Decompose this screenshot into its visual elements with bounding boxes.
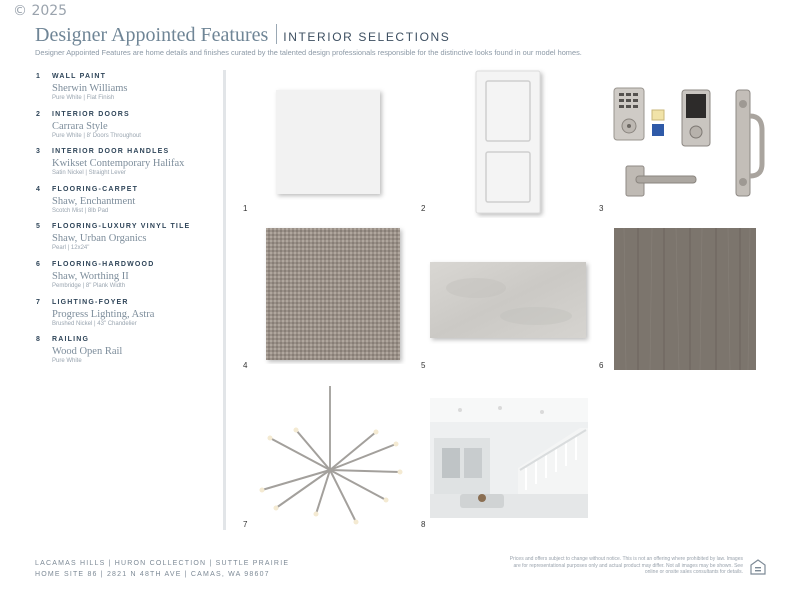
selection-item-interior-doors (36, 111, 216, 149)
item-category: WALL PAINT (52, 73, 107, 80)
item-name: Shaw, Worthing II (52, 270, 129, 282)
swatch-lvt (426, 258, 592, 344)
selection-item-wall-paint (36, 73, 216, 111)
swatch-number: 8 (421, 520, 426, 529)
item-name: Shaw, Enchantment (52, 195, 136, 207)
item-number: 4 (36, 185, 42, 193)
item-number: 8 (36, 336, 42, 344)
item-detail: Satin Nickel | Straight Lever (52, 170, 126, 177)
selection-list (36, 73, 216, 374)
selection-item-lvt (36, 223, 216, 261)
item-number: 6 (36, 260, 42, 268)
item-number: 5 (36, 223, 42, 231)
item-category: LIGHTING-FOYER (52, 298, 129, 306)
item-number: 7 (36, 298, 42, 306)
selection-item-hardwood (36, 261, 216, 299)
item-name: Sherwin Williams (52, 83, 128, 94)
item-category: INTERIOR DOOR HANDLES (52, 148, 170, 156)
item-detail: Pure White (52, 358, 82, 365)
swatch-wall-paint (270, 84, 390, 200)
swatch-number: 7 (243, 520, 248, 529)
item-detail: Brushed Nickel | 43" Chandelier (52, 320, 137, 327)
swatch-chandelier (256, 384, 406, 530)
swatch-hardwood (612, 226, 760, 374)
page-title (35, 24, 450, 47)
item-name: Progress Lighting, Astra (52, 308, 155, 320)
page-description: Designer Appointed Features are home details and finishes curated by the talented design professionals responsible for the distinctive looks found in our model homes. (35, 48, 582, 57)
item-name: Shaw, Urban Organics (52, 233, 147, 245)
equal-housing-icon (750, 559, 766, 575)
title-main: Designer Appointed Features (35, 24, 269, 46)
footer-disclaimer: Prices and offers subject to change without notice. This is not an offering where prohibited by law. Images are for representational purposes only and actual product may differ. Not all images may be shown. See online or onsite sales consultants for details. (509, 556, 743, 575)
item-number: 2 (36, 110, 42, 118)
item-category: FLOORING-LUXURY VINYL TILE (52, 223, 191, 231)
item-detail: Pembridge | 8" Plank Width (52, 282, 126, 289)
item-number: 3 (36, 148, 42, 156)
selection-item-door-handles (36, 148, 216, 186)
item-name: Wood Open Rail (52, 346, 123, 358)
swatch-number: 3 (599, 204, 604, 213)
footer-community-info (35, 558, 289, 580)
swatch-number: 2 (421, 204, 426, 213)
swatch-number: 1 (243, 204, 248, 213)
swatch-number: 4 (243, 361, 248, 370)
item-category: FLOORING-CARPET (52, 185, 139, 193)
copyright-watermark: © 2025 (13, 3, 68, 19)
swatch-railing-photo (430, 398, 588, 518)
selection-item-railing (36, 336, 216, 374)
title-subtitle: INTERIOR SELECTIONS (283, 30, 451, 44)
item-detail: Pure White | Flat Finish (52, 95, 115, 101)
item-name: Carrara Style (52, 120, 108, 132)
item-name: Kwikset Contemporary Halifax (52, 158, 185, 170)
item-category: FLOORING-HARDWOOD (52, 260, 155, 268)
selection-item-lighting (36, 299, 216, 337)
swatch-carpet (262, 224, 406, 364)
item-detail: Pearl | 12x24" (52, 245, 90, 252)
title-divider (276, 24, 277, 44)
column-divider (223, 70, 226, 530)
footer-line-1: LACAMAS HILLS | HURON COLLECTION | SUTTLE PRAIRIE (35, 560, 290, 567)
item-detail: Scotch Mist | 8lb Pad (52, 207, 109, 214)
swatch-number: 6 (599, 361, 604, 370)
footer-line-2: HOME SITE 86 | 2821 N 48TH AVE | CAMAS, WA 98607 (35, 571, 270, 578)
item-category: RAILING (52, 336, 90, 344)
item-category: INTERIOR DOORS (52, 110, 130, 118)
swatch-door-handles (610, 86, 770, 202)
selection-item-carpet (36, 186, 216, 224)
swatch-interior-door (470, 66, 550, 218)
item-number: 1 (36, 73, 42, 80)
swatch-number: 5 (421, 361, 426, 370)
item-detail: Pure White | 8' Doors Throughout (52, 132, 141, 139)
